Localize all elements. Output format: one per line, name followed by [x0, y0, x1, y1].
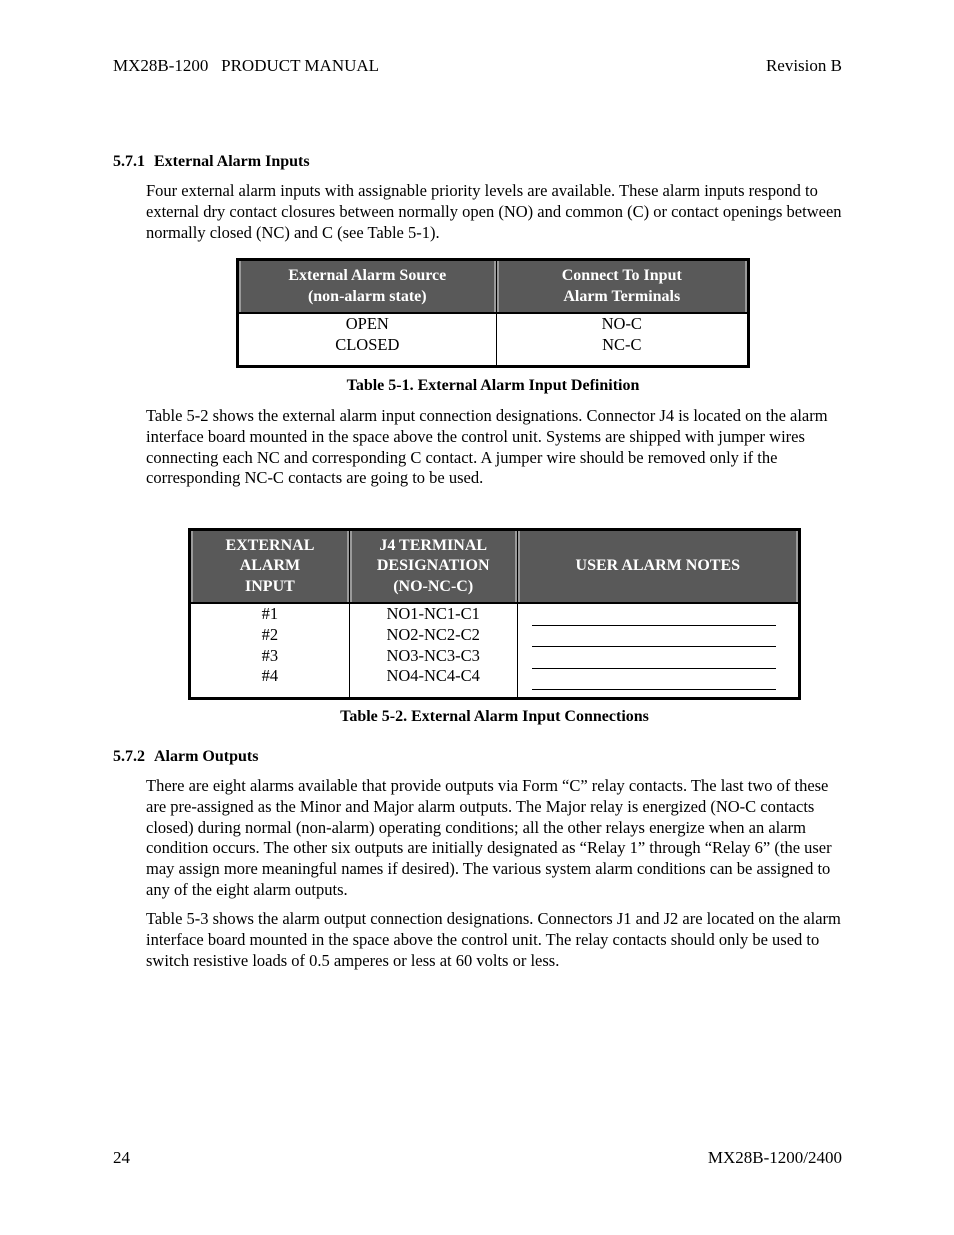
paragraph-external-alarm-inputs: Four external alarm inputs with assignable priority levels are available. These alarm inputs respond to external dry contact closures between normally open (NO) and common (C) or contact openings between normally closed (NC) and C (see Table 5-1). [146, 181, 842, 242]
table-header-cell: EXTERNAL ALARM INPUT [190, 530, 350, 604]
table-cell-terminals: NO-C NC-C [496, 313, 748, 367]
section-heading-5-7-1 [113, 152, 310, 173]
page-number: 24 [113, 1148, 130, 1167]
table-header-cell: External Alarm Source (non-alarm state) [238, 260, 497, 314]
paragraph-output-designations: Table 5-3 shows the alarm output connection designations. Connectors J1 and J2 are located on the alarm interface board mounted in the space above the control unit. The relay contacts should only be used to switch resistive loads of 0.5 amperes or less at 60 volts or less. [146, 909, 841, 970]
table-caption-5-1: Table 5-1. External Alarm Input Definition [346, 377, 640, 394]
table-5-1 [236, 258, 750, 368]
note-blank-line [532, 669, 776, 691]
table-header-cell: Connect To Input Alarm Terminals [496, 260, 748, 314]
table-cell-inputs: #1 #2 #3 #4 [190, 603, 350, 699]
table-row [238, 313, 749, 367]
section-title: Alarm Outputs [154, 748, 259, 765]
note-blank-line [532, 626, 776, 648]
table-cell-source-states: OPEN CLOSED [238, 313, 497, 367]
table-cell-designations: NO1-NC1-C1 NO2-NC2-C2 NO3-NC3-C3 NO4-NC4-C4 [349, 603, 517, 699]
note-blank-line [532, 604, 776, 626]
table-header-cell: J4 TERMINAL DESIGNATION (NO-NC-C) [349, 530, 517, 604]
note-blank-line [532, 647, 776, 669]
running-header-revision: Revision B [765, 56, 842, 75]
table-5-2 [188, 528, 801, 700]
section-number: 5.7.2 [113, 748, 145, 765]
running-header-title: MX28B-1200 PRODUCT MANUAL [113, 56, 380, 75]
table-header-row [190, 530, 800, 604]
footer-model: MX28B-1200/2400 [707, 1148, 842, 1167]
section-number: 5.7.1 [113, 153, 145, 170]
table-cell-user-notes [517, 603, 799, 699]
section-title: External Alarm Inputs [154, 153, 310, 170]
paragraph-connection-designations: Table 5-2 shows the external alarm input connection designations. Connector J4 is located on the alarm interface board mounted in the space above the control unit. Systems are shipped with jumper wires connecting each NC and corresponding C contact. A jumper wire should be removed only if the corresponding NC-C contacts are going to be used. [146, 406, 828, 488]
table-header-cell: USER ALARM NOTES [517, 530, 799, 604]
table-caption-5-2: Table 5-2. External Alarm Input Connections [340, 708, 649, 725]
table-header-row [238, 260, 749, 314]
table-row [190, 603, 800, 699]
section-heading-5-7-2 [113, 747, 258, 768]
paragraph-alarm-outputs: There are eight alarms available that provide outputs via Form “C” relay contacts. The last two of these are pre-assigned as the Minor and Major alarm outputs. The Major relay is energized (NO-C contacts closed) during normal (non-alarm) operating conditions; all the other relays energize when an alarm condition occurs. The other six outputs are initially designated as “Relay 1” through “Relay 6” (the user may assign more meaningful names if desired). The various system alarm conditions can be assigned to any of the eight alarm outputs. [146, 776, 832, 899]
